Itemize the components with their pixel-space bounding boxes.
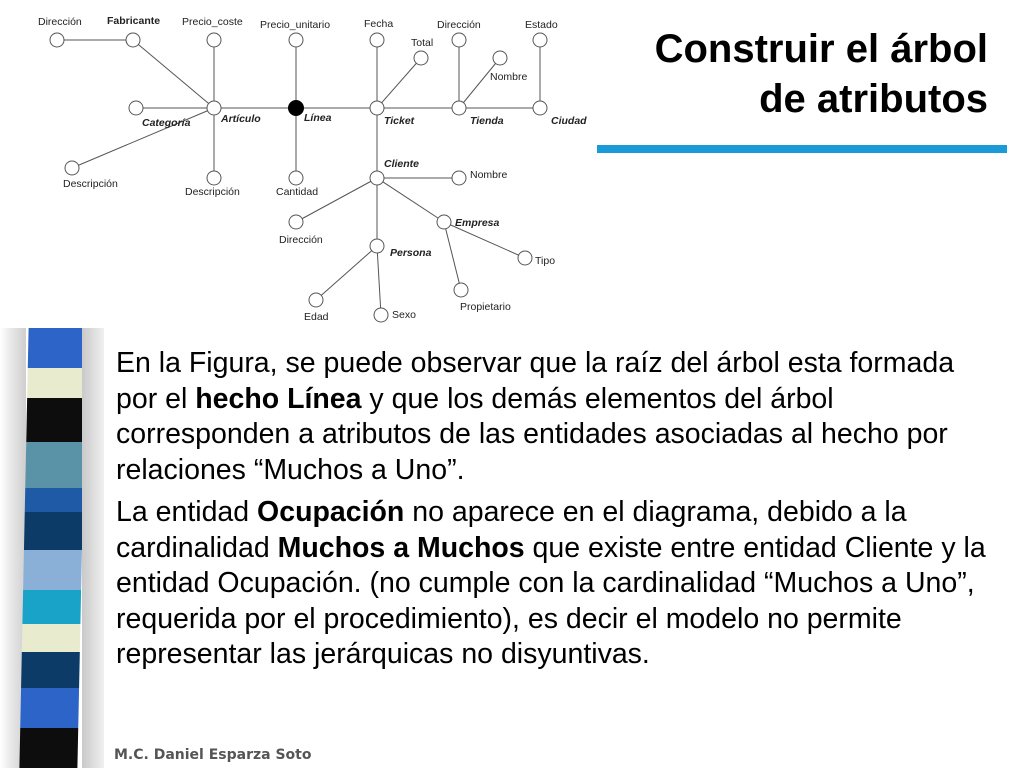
label-direccion-cliente: Dirección	[279, 234, 323, 246]
paragraph-1	[116, 346, 996, 488]
label-ciudad: Ciudad	[551, 115, 587, 127]
label-linea: Línea	[304, 112, 332, 124]
label-descripcion-articulo: Descripción	[185, 186, 240, 198]
label-precio-unitario: Precio_unitario	[260, 19, 331, 31]
label-cliente: Cliente	[384, 158, 420, 170]
label-direccion-tienda: Dirección	[437, 19, 481, 31]
p2-text-a: La entidad	[116, 496, 258, 528]
slide-title-line-2: de atributos	[759, 77, 988, 121]
stripe-segment	[28, 328, 87, 368]
label-nombre-tienda: Nombre	[490, 71, 528, 83]
label-empresa: Empresa	[455, 217, 500, 229]
label-ticket: Ticket	[384, 115, 415, 127]
p2-bold-ocupacion: Ocupación	[257, 496, 405, 528]
label-categoria: Categoría	[142, 117, 191, 129]
stripe-segment	[24, 512, 83, 550]
label-estado: Estado	[525, 19, 558, 31]
label-persona: Persona	[390, 247, 432, 259]
stripe-segment	[27, 368, 86, 398]
label-articulo: Artículo	[221, 113, 261, 125]
label-nombre-cliente: Nombre	[470, 169, 508, 181]
label-propietario: Propietario	[460, 301, 511, 313]
label-cantidad: Cantidad	[276, 186, 319, 198]
label-precio-coste: Precio_coste	[182, 16, 243, 28]
p1-text-a: En la Figura, se puede observar que la raíz del árbol esta formada por el	[116, 347, 955, 415]
label-tipo: Tipo	[535, 255, 556, 267]
stripe-segment	[26, 398, 85, 442]
stripe-segment	[25, 442, 84, 488]
p2-text-e: que existe entre entidad Cliente y la entidad Ocupación. (no cumple con la cardinalidad “Muchos a Uno”, requerida por el procedimiento), es decir el modelo no permite representar las jerárquicas no disyuntivas.	[116, 531, 986, 670]
label-direccion: Dirección	[38, 16, 82, 28]
label-total: Total	[411, 37, 434, 49]
slide-title-line-1: Construir el árbol	[654, 27, 988, 71]
label-fabricante: Fabricante	[107, 15, 161, 27]
stripe-segment	[25, 488, 84, 512]
decorative-stripe-gap	[82, 328, 104, 768]
p1-bold-hecho-linea: hecho Línea	[195, 382, 362, 415]
p1-text-c: y que los demás elementos del árbol corresponden a atributos de las entidades asociadas al hecho por relaciones “Muchos a Uno”.	[116, 382, 948, 486]
stripe-segment	[22, 590, 81, 624]
title-accent-rule	[597, 145, 1007, 153]
attribute-tree-diagram	[0, 0, 600, 330]
label-fecha: Fecha	[364, 18, 394, 30]
stripe-segment	[21, 652, 80, 688]
stripe-segment	[19, 728, 78, 768]
stripe-segment	[23, 550, 82, 590]
stripe-segment	[22, 624, 81, 652]
label-tienda: Tienda	[470, 115, 504, 127]
root-node-linea	[289, 101, 304, 116]
decorative-color-stripe	[19, 328, 86, 768]
label-descripcion-categoria: Descripción	[63, 178, 118, 190]
stripe-segment	[20, 688, 79, 728]
label-sexo: Sexo	[392, 309, 416, 321]
footer-author: M.C. Daniel Esparza Soto	[114, 747, 312, 763]
label-edad: Edad	[304, 311, 329, 323]
p2-text-c: no aparece en el diagrama, debido a la cardinalidad	[116, 496, 907, 564]
slide-body	[116, 346, 996, 680]
slide-title	[568, 24, 988, 124]
p2-bold-muchos-a-muchos: Muchos a Muchos	[277, 531, 525, 564]
paragraph-2	[116, 495, 996, 673]
